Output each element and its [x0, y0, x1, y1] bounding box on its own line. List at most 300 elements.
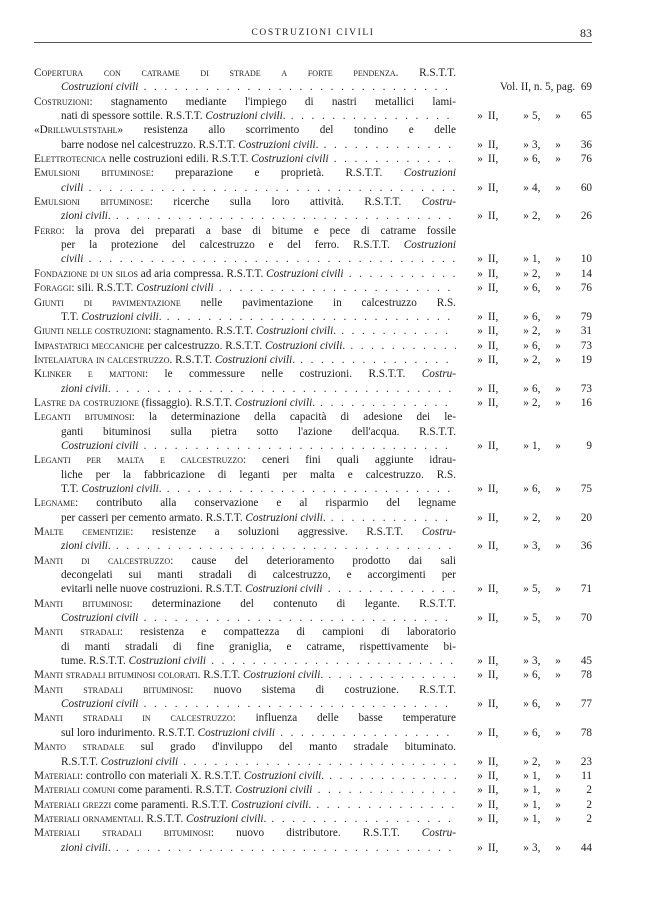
ditto-mark: »	[555, 698, 561, 711]
ditto-mark: »	[523, 669, 529, 682]
volume-reference: II,	[488, 798, 499, 811]
entry-description: .	[312, 396, 315, 409]
entry-description: . R.S.T.T.	[140, 812, 187, 825]
entry-text	[34, 812, 456, 826]
entry-line	[34, 109, 592, 123]
volume-reference: II,	[488, 282, 499, 295]
page-reference: 20	[580, 511, 592, 524]
entry-description: .	[107, 382, 111, 395]
index-entry	[34, 353, 592, 367]
issue-reference: 6,	[532, 153, 541, 166]
entry-line	[34, 166, 592, 180]
entry-description: per la protezione del calcestruzzo e del ferro. R.S.T.T.	[61, 239, 404, 252]
issue-reference: 6,	[532, 726, 541, 739]
index-entry	[34, 683, 592, 712]
entry-line	[34, 812, 592, 826]
entry-text	[34, 783, 456, 797]
journal-name: Costruzioni civili	[231, 798, 309, 811]
entry-keyword: Giunti nelle costruzioni	[34, 325, 149, 338]
entry-text	[61, 181, 456, 195]
entry-description: ad aria compressa. R.S.T.T.	[137, 267, 267, 280]
entry-text	[61, 138, 456, 152]
issue-reference: 1,	[532, 439, 541, 452]
entry-line	[34, 238, 592, 252]
page-reference: 73	[580, 339, 592, 352]
entry-description: : influenza delle basse temperature	[232, 712, 456, 725]
ditto-mark: »	[523, 353, 529, 366]
entry-description: di manti stradali di fine graniglia, e catrame, rispettivamente bi-	[61, 640, 456, 653]
entry-description: .	[107, 841, 111, 854]
entry-line	[34, 654, 592, 668]
page-reference: 2	[586, 812, 592, 825]
reference	[462, 80, 592, 94]
entry-description: sul grado d'inviluppo del manto stradale bituminato.	[124, 741, 456, 754]
page-reference: 78	[580, 726, 592, 739]
ditto-mark: »	[555, 138, 561, 151]
entry-description: per calcestruzzo. R.S.T.T.	[144, 339, 265, 352]
ditto-mark: »	[523, 282, 529, 295]
journal-name: Costruzioni civili	[81, 482, 159, 495]
ditto-mark: »	[555, 110, 561, 123]
entry-line	[34, 425, 592, 439]
ditto-mark: »	[555, 153, 561, 166]
journal-name: Costruzioni civili	[61, 698, 139, 711]
entry-line	[34, 439, 592, 453]
entry-description: liche per la fabbricazione di leganti per malta e calcestruzzo. R.S.	[61, 468, 456, 481]
entry-description: R.S.T.T.	[398, 67, 456, 79]
entry-text	[34, 410, 456, 424]
index-entry	[34, 625, 592, 668]
entry-text	[34, 66, 456, 80]
ditto-mark: »	[477, 540, 483, 553]
volume-reference: II,	[488, 267, 499, 280]
volume-reference: II,	[488, 396, 499, 409]
ditto-mark: »	[477, 253, 483, 266]
ditto-mark: »	[555, 282, 561, 295]
ditto-mark: »	[477, 669, 483, 682]
volume-reference: II,	[488, 439, 499, 452]
entry-text	[61, 539, 456, 553]
entry-description: decongelati sui manti stradali di calcestruzzo, e accorgimenti per	[61, 569, 456, 582]
entry-text	[61, 468, 456, 482]
volume-reference: II,	[488, 382, 499, 395]
volume-reference: II,	[488, 698, 499, 711]
ditto-mark: »	[555, 669, 561, 682]
issue-reference: 5,	[532, 110, 541, 123]
entry-line	[34, 769, 592, 783]
ditto-mark: »	[555, 583, 561, 596]
ditto-mark: »	[477, 769, 483, 782]
entry-text	[34, 324, 456, 338]
entry-description: come paramenti. R.S.T.T.	[111, 798, 232, 811]
entry-line	[34, 367, 592, 381]
entry-description: . R.S.T.T.	[169, 353, 215, 366]
index-entry	[34, 339, 592, 353]
entry-description: .	[321, 769, 325, 782]
entry-line	[34, 554, 592, 568]
issue-reference: 6,	[532, 310, 541, 323]
entry-keyword: Leganti per malta e calcestruzzo	[34, 454, 243, 467]
ditto-mark: »	[477, 181, 483, 194]
journal-name: Costruzioni civili	[251, 153, 329, 166]
journal-name: Costruzioni civili	[197, 726, 276, 739]
entry-description: .	[158, 310, 162, 323]
entry-text	[61, 252, 456, 266]
entry-keyword: Elettrotecnica	[34, 153, 107, 166]
ditto-mark: »	[523, 339, 529, 352]
volume-reference: II,	[488, 755, 499, 768]
entry-description: R.S.T.T.	[61, 755, 101, 768]
entry-text	[61, 582, 456, 596]
page-reference: 78	[580, 669, 592, 682]
entry-keyword: Manti stradali bituminosi colorati	[34, 669, 198, 682]
journal-name: zioni civili	[61, 841, 108, 854]
index-entry	[34, 296, 592, 325]
ditto-mark: »	[523, 439, 529, 452]
entry-line	[34, 525, 592, 539]
entry-text	[61, 310, 456, 324]
volume-reference: II,	[488, 325, 499, 338]
entry-keyword: Manto stradale	[34, 741, 125, 754]
ditto-mark: »	[523, 325, 529, 338]
issue-reference: 6,	[532, 339, 541, 352]
entry-description: nelle pavimentazione in calcestruzzo R.S.	[180, 296, 456, 309]
entry-line	[34, 826, 592, 840]
entry-line	[34, 841, 592, 855]
entry-line	[34, 783, 592, 797]
entry-description: evitarli nelle nuove costruzioni. R.S.T.T.	[61, 583, 246, 596]
index-entry	[34, 123, 592, 152]
entry-text	[34, 496, 456, 510]
ditto-mark: »	[555, 784, 561, 797]
index-entry	[34, 396, 592, 410]
ditto-mark: »	[477, 339, 483, 352]
issue-reference: 6,	[532, 282, 541, 295]
entry-text	[34, 267, 456, 281]
volume-reference: II,	[488, 612, 499, 625]
ditto-mark: »	[523, 540, 529, 553]
journal-name: Costru-	[421, 827, 456, 840]
page-title: COSTRUZIONI CIVILI	[251, 28, 375, 38]
journal-name: Costruzioni civili	[234, 396, 313, 409]
journal-name: Costruzioni civili	[61, 439, 139, 452]
index-entry	[34, 826, 592, 855]
page-reference: 36	[580, 540, 592, 553]
journal-name: Costruzioni civili	[238, 138, 316, 151]
page-reference: 60	[580, 181, 592, 194]
entry-description: : sili. R.S.T.T.	[71, 282, 137, 295]
entry-text	[34, 367, 456, 381]
ditto-mark: »	[523, 841, 529, 854]
ditto-mark: »	[523, 698, 529, 711]
entry-text	[61, 640, 456, 654]
ditto-mark: »	[555, 655, 561, 668]
ditto-mark: »	[523, 253, 529, 266]
page-reference: 10	[580, 253, 592, 266]
entry-description: .	[107, 210, 111, 223]
entry-text	[34, 453, 456, 467]
ditto-mark: »	[523, 267, 529, 280]
ditto-mark: »	[555, 210, 561, 223]
ditto-mark: »	[555, 482, 561, 495]
index-entry	[34, 195, 592, 224]
entry-text	[34, 625, 456, 639]
ditto-mark: »	[477, 798, 483, 811]
ditto-mark: »	[523, 655, 529, 668]
entry-line	[34, 324, 592, 338]
ditto-mark: »	[555, 540, 561, 553]
entry-description: come paramenti. R.S.T.T.	[115, 784, 236, 797]
index-entry	[34, 740, 592, 769]
ditto-mark: »	[477, 482, 483, 495]
entry-description: resistenza allo scorrimento del tondino e delle	[123, 124, 456, 137]
entry-line	[34, 181, 592, 195]
journal-name: Costruzioni civili	[81, 310, 159, 323]
volume-reference: II,	[488, 511, 499, 524]
index-entry	[34, 554, 592, 597]
issue-reference: 2,	[532, 353, 541, 366]
issue-reference: 1,	[532, 253, 541, 266]
entry-line	[34, 80, 592, 94]
entry-keyword: Manti stradali	[34, 626, 120, 639]
index-entry	[34, 267, 592, 281]
ditto-mark: »	[477, 841, 483, 854]
journal-name: Costru-	[421, 526, 456, 538]
entry-keyword: Giunti di pavimentazione	[34, 296, 181, 309]
ditto-mark: »	[555, 755, 561, 768]
volume-reference: II,	[488, 353, 499, 366]
ditto-mark: »	[477, 325, 483, 338]
ditto-mark: »	[555, 267, 561, 280]
entry-description: : resistenze a soluzioni aggressive. R.S.T.T.	[130, 526, 422, 538]
entry-keyword: Emulsioni bituminose	[34, 196, 150, 209]
entry-text	[61, 611, 456, 625]
issue-reference: 2,	[532, 511, 541, 524]
issue-reference: 2,	[532, 267, 541, 280]
page-reference: 36	[580, 138, 592, 151]
entry-line	[34, 95, 592, 109]
issue-reference: 6,	[532, 669, 541, 682]
entry-description: T.T.	[61, 482, 82, 495]
journal-name: Costruzioni	[403, 239, 456, 252]
page-reference: 9	[586, 439, 592, 452]
journal-name: Costruzioni civili	[61, 612, 139, 625]
entry-text	[34, 353, 456, 367]
ditto-mark: »	[477, 267, 483, 280]
entry-line	[34, 597, 592, 611]
ditto-mark: »	[523, 726, 529, 739]
entry-line	[34, 740, 592, 754]
entry-description: sul loro indurimento. R.S.T.T.	[61, 726, 198, 739]
issue-reference: 4,	[532, 181, 541, 194]
journal-name: Costru-	[421, 368, 456, 381]
ditto-mark: »	[523, 755, 529, 768]
volume-reference: II,	[488, 339, 499, 352]
journal-name: Costruzioni civili	[235, 784, 313, 797]
entry-text	[34, 740, 456, 754]
entry-text	[61, 439, 456, 453]
ditto-mark: »	[555, 253, 561, 266]
issue-reference: 6,	[532, 382, 541, 395]
journal-name: Costru-	[421, 196, 456, 209]
journal-name: Costruzioni civili	[264, 339, 343, 352]
ditto-mark: »	[477, 310, 483, 323]
entry-line	[34, 568, 592, 582]
entry-keyword: Leganti bituminosi	[34, 411, 132, 424]
entry-description: nelle costruzioni edili. R.S.T.T.	[106, 153, 252, 166]
index-entry	[34, 769, 592, 783]
index-entry	[34, 783, 592, 797]
ditto-mark: »	[477, 138, 483, 151]
entry-keyword: Manti stradali in calcestruzzo	[34, 712, 233, 725]
issue-reference: 5,	[532, 612, 541, 625]
entry-keyword: Ferro	[34, 224, 62, 237]
ditto-mark: »	[477, 382, 483, 395]
page-reference: 65	[580, 110, 592, 123]
ditto-mark: »	[477, 784, 483, 797]
ditto-mark: »	[477, 439, 483, 452]
journal-name: Costruzioni	[403, 167, 456, 180]
entry-line	[34, 755, 592, 769]
entry-line	[34, 482, 592, 496]
entry-line	[34, 382, 592, 396]
entry-line	[34, 668, 592, 682]
page-reference: 76	[580, 282, 592, 295]
entry-line	[34, 152, 592, 166]
entry-keyword: Copertura con catrame di strade a forte pendenza.	[34, 67, 399, 79]
entry-description: .	[322, 511, 326, 524]
entry-keyword: Materiali grezzi	[34, 798, 112, 811]
entry-keyword: Klinker e mattoni	[34, 368, 145, 381]
entry-text	[61, 209, 456, 223]
entry-text	[61, 841, 456, 855]
page-number: 83	[580, 26, 592, 40]
journal-name: Costruzioni civili	[214, 353, 293, 366]
ditto-mark: »	[477, 110, 483, 123]
entry-text	[34, 554, 456, 568]
ditto-mark: »	[523, 382, 529, 395]
entry-line	[34, 209, 592, 223]
page-reference: 73	[580, 382, 592, 395]
entry-keyword: Costruzioni	[34, 95, 90, 108]
page-reference: 69	[580, 81, 592, 94]
journal-name: Costruzioni civili	[205, 110, 283, 123]
ditto-mark: »	[555, 339, 561, 352]
page-reference: 44	[580, 841, 592, 854]
entry-line	[34, 66, 592, 80]
volume-reference: II,	[488, 253, 499, 266]
entry-description: : resistenza e compattezza di campioni di laboratorio	[119, 626, 456, 639]
journal-name: Costruzioni civili	[242, 669, 321, 682]
index-entry	[34, 453, 592, 496]
index-entry	[34, 281, 592, 295]
entry-text	[61, 482, 456, 496]
entry-line	[34, 640, 592, 654]
entry-description: : la determinazione della capacità di adesione dei le-	[131, 411, 456, 424]
ditto-mark: »	[555, 612, 561, 625]
entry-description: tume. R.S.T.T.	[61, 655, 129, 668]
entry-description: : stagnamento mediante l'impiego di nastri metallici lami-	[89, 95, 456, 108]
ditto-mark: »	[523, 138, 529, 151]
entry-line	[34, 123, 592, 137]
ditto-mark: »	[477, 396, 483, 409]
ditto-mark: »	[555, 812, 561, 825]
page-reference: 76	[580, 153, 592, 166]
entry-description: . R.S.T.T.	[197, 669, 243, 682]
ditto-mark: »	[477, 153, 483, 166]
journal-name: Costruzioni civili	[245, 583, 323, 596]
volume-reference: II,	[488, 655, 499, 668]
volume-reference: II,	[488, 540, 499, 553]
index-entry	[34, 597, 592, 626]
volume-reference: II,	[488, 138, 499, 151]
entry-text	[34, 711, 456, 725]
ditto-mark: »	[523, 396, 529, 409]
entry-description: .	[292, 353, 295, 366]
entry-line	[34, 396, 592, 410]
entry-description: .	[320, 669, 324, 682]
journal-name: zioni civili	[61, 540, 108, 553]
entry-text	[34, 95, 456, 109]
volume-reference: II,	[488, 110, 499, 123]
volume-reference: II,	[488, 784, 499, 797]
entry-text	[34, 166, 456, 180]
entry-line	[34, 252, 592, 266]
entry-line	[34, 798, 592, 812]
page-reference: 79	[580, 310, 592, 323]
entry-line	[34, 611, 592, 625]
ditto-mark: »	[523, 110, 529, 123]
volume-reference: II,	[488, 669, 499, 682]
index-entry	[34, 95, 592, 124]
entry-text	[34, 683, 456, 697]
entry-text	[34, 152, 456, 166]
entry-description: : la prova dei preparati a base di bitume e pece di catrame fossile	[61, 224, 456, 237]
entry-text	[61, 80, 456, 94]
entry-line	[34, 296, 592, 310]
entry-text	[34, 224, 456, 238]
page-reference: 19	[580, 353, 592, 366]
entry-line	[34, 195, 592, 209]
volume-reference: II,	[488, 153, 499, 166]
journal-name: zioni civili	[61, 382, 108, 395]
entry-text	[61, 238, 456, 252]
index-entry	[34, 798, 592, 812]
entry-text	[61, 654, 456, 668]
index-entry	[34, 324, 592, 338]
entry-text	[61, 755, 456, 769]
page-reference: 77	[580, 698, 592, 711]
journal-name: Costruzioni civili	[243, 769, 322, 782]
ditto-mark: »	[555, 353, 561, 366]
issue-reference: 3,	[532, 540, 541, 553]
issue-reference: 3,	[532, 655, 541, 668]
issue-reference: 5,	[532, 583, 541, 596]
journal-name: Costruzioni civili	[245, 511, 323, 524]
issue-reference: 2,	[532, 210, 541, 223]
page-reference: 31	[580, 325, 592, 338]
entry-description: ganti bituminosi sulla pietra sotto l'azione dell'acqua. R.S.T.T.	[61, 425, 456, 438]
entry-line	[34, 224, 592, 238]
journal-name: Costruzioni civili	[255, 325, 334, 338]
ditto-mark: »	[523, 310, 529, 323]
entry-text	[34, 668, 456, 682]
entry-description: T.T.	[61, 310, 82, 323]
entry-description: per casseri per cemento armato. R.S.T.T.	[61, 511, 246, 524]
issue-reference: 1,	[532, 769, 541, 782]
entry-description: (fissaggio). R.S.T.T.	[138, 396, 235, 409]
issue-reference: 3,	[532, 841, 541, 854]
